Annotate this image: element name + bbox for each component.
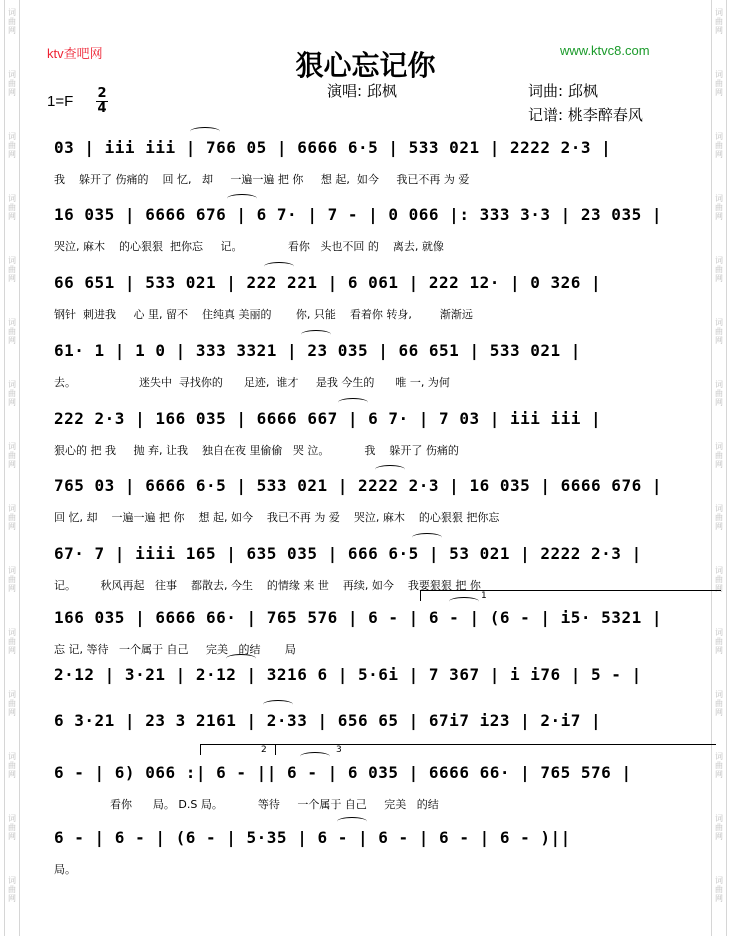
slur-mark [338,398,368,407]
watermark-mark: 词 曲 网 [8,380,16,407]
watermark-mark: 词 曲 网 [715,504,723,531]
notes-line [50,198,670,230]
watermark-mark: 词 曲 网 [8,256,16,283]
watermark-mark: 词 曲 网 [715,442,723,469]
slur-mark [412,533,442,542]
lyrics-line: 局。 [54,863,76,876]
watermark-mark: 词 曲 网 [715,256,723,283]
notes-line [50,601,670,633]
watermark-mark: 词 曲 网 [715,876,723,903]
watermark-mark: 词 曲 网 [8,318,16,345]
notation-text: 765 03 | 6666 6·5 | 533 021 | 2222 2·3 | 16 035 | 6666 676 | [54,476,662,495]
watermark-mark: 词 曲 网 [715,566,723,593]
notation-text: 2·12 | 3·21 | 2·12 | 3216 6 | 5·6i | 7 367 | i i76 | 5 - | [54,665,642,684]
lyrics-line: 回 忆, 却 一遍一遍 把 你 想 起, 如今 我已不再 为 爱 哭泣, 麻木 的心狠狠 把你忘 [54,511,500,524]
watermark-mark: 词 曲 网 [715,194,723,221]
notation-text: 67· 7 | iiii 165 | 635 035 | 666 6·5 | 53 021 | 2222 2·3 | [54,544,642,563]
notation-text: 6 - | 6 - | (6 - | 5·35 | 6 - | 6 - | 6 - | 6 - )|| [54,828,571,847]
slur-mark [263,700,293,709]
key-signature: 1=F [47,93,74,110]
watermark-mark: 词 曲 网 [8,566,16,593]
watermark-mark: 词 曲 网 [8,752,16,779]
third-ending-bracket: 3 [275,744,716,755]
notes-line [50,266,670,298]
notator-credit: 记谱: 桃李醉春风 [528,106,643,124]
singer-credit: 演唱: 邱枫 [327,82,397,100]
watermark-mark: 词 曲 网 [8,814,16,841]
notation-text: 16 035 | 6666 676 | 6 7· | 7 - | 0 066 |: 333 3·3 | 23 035 | [54,205,662,224]
song-title: 狠心忘记你 [295,49,436,82]
watermark-mark: 词 曲 网 [8,690,16,717]
time-bottom: 4 [97,101,107,116]
slur-mark [301,330,331,339]
slur-mark [190,127,220,136]
slur-mark [375,465,405,474]
notation-text: 166 035 | 6666 66· | 765 576 | 6 - | 6 - | (6 - | i5· 5321 | [54,608,662,627]
watermark-mark: 词 曲 网 [8,442,16,469]
time-top: 2 [97,86,107,101]
notes-line [50,658,670,690]
watermark-mark: 词 曲 网 [715,318,723,345]
lyrics-line: 忘 记, 等待 一个属于 自己 完美 的结 局 [54,643,296,656]
watermark-mark: 词 曲 网 [8,876,16,903]
notes-line [50,537,670,569]
slur-mark [264,262,294,271]
right-watermark-strip [711,0,727,936]
watermark-mark: 词 曲 网 [715,132,723,159]
site-url-right[interactable]: www.ktvc8.com [560,43,650,58]
watermark-mark: 词 曲 网 [715,628,723,655]
notes-line [50,131,670,163]
notation-text: 66 651 | 533 021 | 222 221 | 6 061 | 222 12· | 0 326 | [54,273,602,292]
notes-line [50,756,670,788]
notation-text: 61· 1 | 1 0 | 333 3321 | 23 035 | 66 651 | 533 021 | [54,341,581,360]
lyrics-line: 去。 迷失中 寻找你的 足迹, 谁才 是我 今生的 唯 一, 为何 [54,376,450,389]
lyrics-line: 看你 局。 D.S 局。 等待 一个属于 自己 完美 的结 [54,798,439,811]
lyrics-line: 狠心的 把 我 抛 弃, 让我 独自在夜 里偷偷 哭 泣。 我 躲开了 伤痛的 [54,444,459,457]
watermark-mark: 词 曲 网 [715,8,723,35]
watermark-mark: 词 曲 网 [715,814,723,841]
watermark-mark: 词 曲 网 [715,690,723,717]
lyricist-credit: 词曲: 邱枫 [528,82,598,100]
site-logo-left[interactable]: ktv查吧网 [47,46,103,61]
second-ending-bracket: 2 [200,744,331,755]
watermark-mark: 词 曲 网 [8,8,16,35]
watermark-mark: 词 曲 网 [8,132,16,159]
watermark-mark: 词 曲 网 [715,380,723,407]
lyrics-line: 钢针 刺进我 心 里, 留不 住纯真 美丽的 你, 只能 看着你 转身, 渐渐远 [54,308,473,321]
lyrics-line: 记。 秋风再起 往事 都散去, 今生 的情缘 来 世 再续, 如今 我要狠狠 把 你 [54,579,481,592]
notation-text: 03 | iii iii | 766 05 | 6666 6·5 | 533 021 | 2222 2·3 | [54,138,612,157]
slur-mark [337,817,367,826]
watermark-mark: 词 曲 网 [8,628,16,655]
left-watermark-strip [4,0,20,936]
time-signature [96,88,108,115]
slur-mark [226,654,256,663]
first-ending-bracket: 1 [420,590,721,601]
lyrics-line: 哭泣, 麻木 的心狠狠 把你忘 记。 看你 头也不回 的 离去, 就像 [54,240,444,253]
lyrics-line: 我 躲开了 伤痛的 回 忆, 却 一遍一遍 把 你 想 起, 如今 我已不再 为 爱 [54,173,470,186]
watermark-mark: 词 曲 网 [8,194,16,221]
notes-line [50,704,670,736]
watermark-mark: 词 曲 网 [8,70,16,97]
watermark-mark: 词 曲 网 [715,752,723,779]
notes-line [50,469,670,501]
notation-text: 222 2·3 | 166 035 | 6666 667 | 6 7· | 7 03 | iii iii | [54,409,602,428]
notation-text: 6 3·21 | 23 3 2161 | 2·33 | 656 65 | 67i7 i23 | 2·i7 | [54,711,602,730]
watermark-mark: 词 曲 网 [715,70,723,97]
slur-mark [227,194,257,203]
notation-text: 6 - | 6) 066 :| 6 - || 6 - | 6 035 | 6666 66· | 765 576 | [54,763,632,782]
notes-line [50,334,670,366]
watermark-mark: 词 曲 网 [8,504,16,531]
